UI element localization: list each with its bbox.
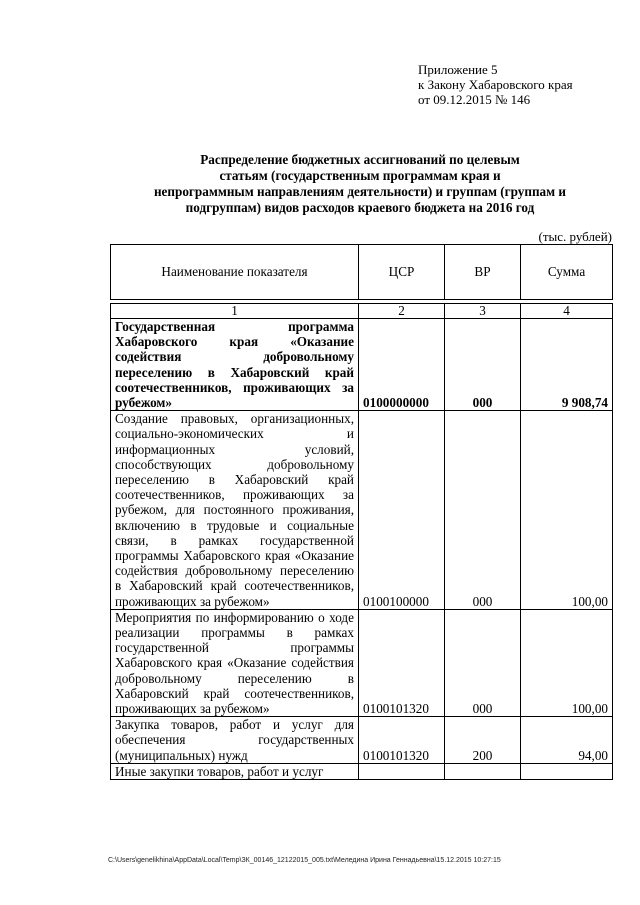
column-number: 1 (111, 304, 359, 319)
row-sum: 9 908,74 (521, 319, 613, 411)
row-name: Государственная программа Хабаровского края «Оказание содействия добровольному переселению в Хабаровский край соотечественников, проживающих за рубежом» (111, 319, 359, 411)
title-line-1: Распределение бюджетных ассигнований по целевым (200, 152, 520, 167)
row-name: Закупка товаров, работ и услуг для обеспечения государственных (муниципальных) нужд (111, 717, 359, 764)
header-vr: ВР (445, 245, 521, 300)
budget-table (110, 244, 613, 780)
row-name: Создание правовых, организационных, социально-экономических и информационных условий, способствующих добровольному переселению в Хабаровский край соотечественников, проживающих за рубежом, для постоянного проживания, включению в трудовые и социальные связи, в рамках государственной программы Хабаровского края «Оказание содействия добровольному переселению в Хабаровский край соотечественников, проживающих за рубежом» (111, 411, 359, 610)
column-number: 3 (445, 304, 521, 319)
units-label: (тыс. рублей) (538, 229, 612, 244)
title-line-2: статьям (государственным программам края и (219, 168, 501, 183)
row-csr (359, 763, 445, 779)
header-csr: ЦСР (359, 245, 445, 300)
row-vr: 200 (445, 717, 521, 764)
row-name: Иные закупки товаров, работ и услуг (111, 763, 359, 779)
row-vr: 000 (445, 609, 521, 716)
column-number: 4 (521, 304, 613, 319)
appendix-header (418, 62, 573, 107)
row-sum (521, 763, 613, 779)
title-line-3: непрограммным направлениям деятельности) и группам (группам и (153, 184, 567, 199)
row-csr: 0100000000 (359, 319, 445, 411)
header-sum: Сумма (521, 245, 613, 300)
row-csr: 0100100000 (359, 411, 445, 610)
row-vr: 000 (445, 319, 521, 411)
row-sum: 100,00 (521, 609, 613, 716)
row-sum: 94,00 (521, 717, 613, 764)
file-path-footer: C:\Users\genelikhina\AppData\Local\Temp\ЗК_00146_12122015_005.txt\Меледина Ирина Геннадьевна\15.12.2015 10:27:15 (108, 857, 501, 864)
appendix-line-3: от 09.12.2015 № 146 (418, 92, 531, 107)
row-name: Мероприятия по информированию о ходе реализации программы в рамках государственной программы Хабаровского края «Оказание содействия добровольному переселению в Хабаровский край соотечественников, проживающих за рубежом» (111, 609, 359, 716)
document-title (110, 152, 610, 216)
row-csr: 0100101320 (359, 717, 445, 764)
table-header-row (111, 245, 613, 300)
appendix-line-1: Приложение 5 (418, 62, 498, 77)
title-line-4: подгруппам) видов расходов краевого бюджета на 2016 год (185, 200, 535, 215)
appendix-line-2: к Закону Хабаровского края (418, 77, 573, 92)
row-sum: 100,00 (521, 411, 613, 610)
row-vr: 000 (445, 411, 521, 610)
column-number-row (111, 304, 613, 319)
table-row (111, 609, 613, 716)
column-number: 2 (359, 304, 445, 319)
header-name: Наименование показателя (111, 245, 359, 300)
row-csr: 0100101320 (359, 609, 445, 716)
table-row (111, 717, 613, 764)
row-vr (445, 763, 521, 779)
table-row (111, 319, 613, 411)
table-row (111, 763, 613, 779)
table-row (111, 411, 613, 610)
